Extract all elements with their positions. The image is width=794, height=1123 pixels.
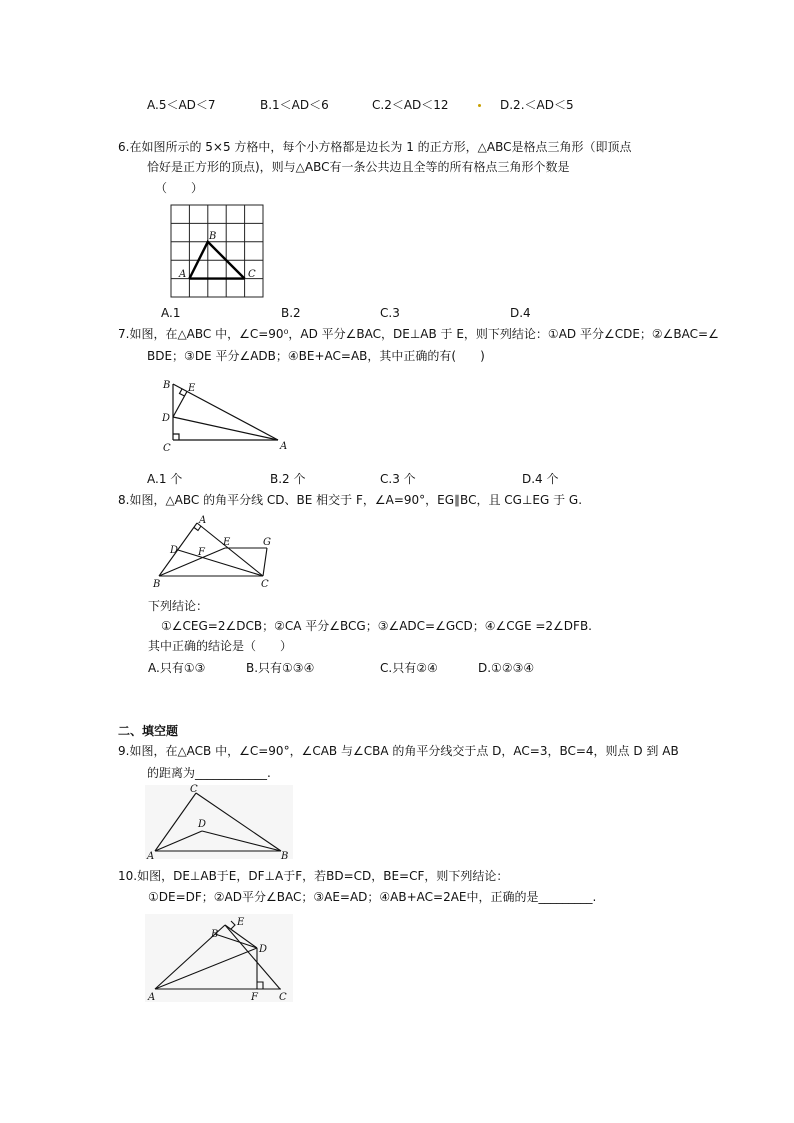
q6-label-c: C — [248, 269, 256, 280]
q8-conclusions: ①∠CEG=2∠DCB；②CA 平分∠BCG；③∠ADC=∠GCD；④∠CGE =2∠DFB. — [161, 619, 592, 633]
q8-label-f: F — [198, 547, 205, 558]
q7-stem-line1: 7.如图，在△ABC 中，∠C=90⁰，AD 平分∠BAC，DE⊥AB 于 E，则下列结论：①AD 平分∠CDE；②∠BAC=∠ — [118, 327, 719, 341]
q9-label-d: D — [198, 819, 207, 830]
stray-dot — [478, 104, 481, 107]
q5-option-d: D.2.＜AD＜5 — [500, 98, 574, 112]
q8-option-d: D.①②③④ — [478, 661, 535, 675]
q6-label-b: B — [209, 231, 217, 242]
q7-option-c: C.3 个 — [380, 472, 416, 486]
q8-option-a: A.只有①③ — [148, 661, 206, 675]
q8-option-b: B.只有①③④ — [246, 661, 315, 675]
q6-option-c: C.3 — [380, 306, 400, 320]
q10-label-b: B — [211, 929, 219, 940]
q9-label-b: B — [281, 851, 289, 862]
q7-triangle-figure — [160, 378, 292, 456]
q6-option-d: D.4 — [510, 306, 531, 320]
q5-option-c: C.2＜AD＜12 — [372, 98, 449, 112]
q9-triangle-figure — [145, 783, 295, 861]
q8-label-b: B — [153, 579, 161, 590]
q8-label-g: G — [263, 537, 271, 548]
q5-option-b: B.1＜AD＜6 — [260, 98, 329, 112]
q8-label-e: E — [223, 537, 231, 548]
q7-label-b: B — [163, 380, 171, 391]
q7-label-e: E — [188, 383, 196, 394]
q6-option-a: A.1 — [161, 306, 181, 320]
q8-label-d: D — [170, 545, 179, 556]
q6-answer-blank: （ ） — [155, 181, 204, 195]
q10-stem-line2: ①DE=DF；②AD平分∠BAC；③AE=AD；④AB+AC=2AE中，正确的是_________. — [148, 890, 597, 904]
q10-label-d: D — [259, 944, 268, 955]
q9-stem-line2: 的距离为____________. — [147, 766, 271, 780]
q9-label-a: A — [147, 851, 155, 862]
q6-option-b: B.2 — [281, 306, 301, 320]
q9-label-c: C — [190, 784, 198, 795]
q10-stem-line1: 10.如图，DE⊥AB于E，DF⊥A于F，若BD=CD，BE=CF，则下列结论： — [118, 869, 509, 883]
q6-stem-line2: 恰好是正方形的顶点)，则与△ABC有一条公共边且全等的所有格点三角形个数是 — [147, 160, 570, 174]
q8-option-c: C.只有②④ — [380, 661, 438, 675]
q7-label-d: D — [162, 413, 171, 424]
q8-triangle-figure — [150, 512, 280, 592]
q10-label-c: C — [279, 992, 287, 1003]
q10-label-a: A — [148, 992, 156, 1003]
q7-option-b: B.2 个 — [270, 472, 306, 486]
q7-label-c: C — [163, 443, 171, 454]
q10-triangle-figure — [145, 912, 295, 1004]
q7-option-a: A.1 个 — [147, 472, 183, 486]
q8-question: 其中正确的结论是（ ） — [148, 639, 293, 653]
q8-intro: 下列结论： — [148, 599, 209, 613]
q6-grid-figure — [170, 204, 265, 299]
q8-label-a: A — [199, 515, 207, 526]
section-title: 二、填空题 — [118, 724, 179, 738]
q9-stem-line1: 9.如图，在△ACB 中，∠C=90°，∠CAB 与∠CBA 的角平分线交于点 D，AC=3，BC=4，则点 D 到 AB — [118, 744, 679, 758]
q10-label-e: E — [237, 917, 245, 928]
q6-stem-line1: 6.在如图所示的 5×5 方格中，每个小方格都是边长为 1 的正方形，△ABC是格点三角形（即顶点 — [118, 140, 632, 154]
q8-stem-line1: 8.如图，△ABC 的角平分线 CD、BE 相交于 F，∠A=90°，EG∥BC，且 CG⊥EG 于 G. — [118, 493, 583, 507]
q6-label-a: A — [179, 269, 187, 280]
q10-label-f: F — [251, 992, 258, 1003]
q8-label-c: C — [261, 579, 269, 590]
q7-option-d: D.4 个 — [522, 472, 559, 486]
q7-label-a: A — [280, 441, 288, 452]
q7-stem-line2: BDE；③DE 平分∠ADB；④BE+AC=AB，其中正确的有( ) — [147, 349, 485, 363]
q5-option-a: A.5＜AD＜7 — [147, 98, 216, 112]
